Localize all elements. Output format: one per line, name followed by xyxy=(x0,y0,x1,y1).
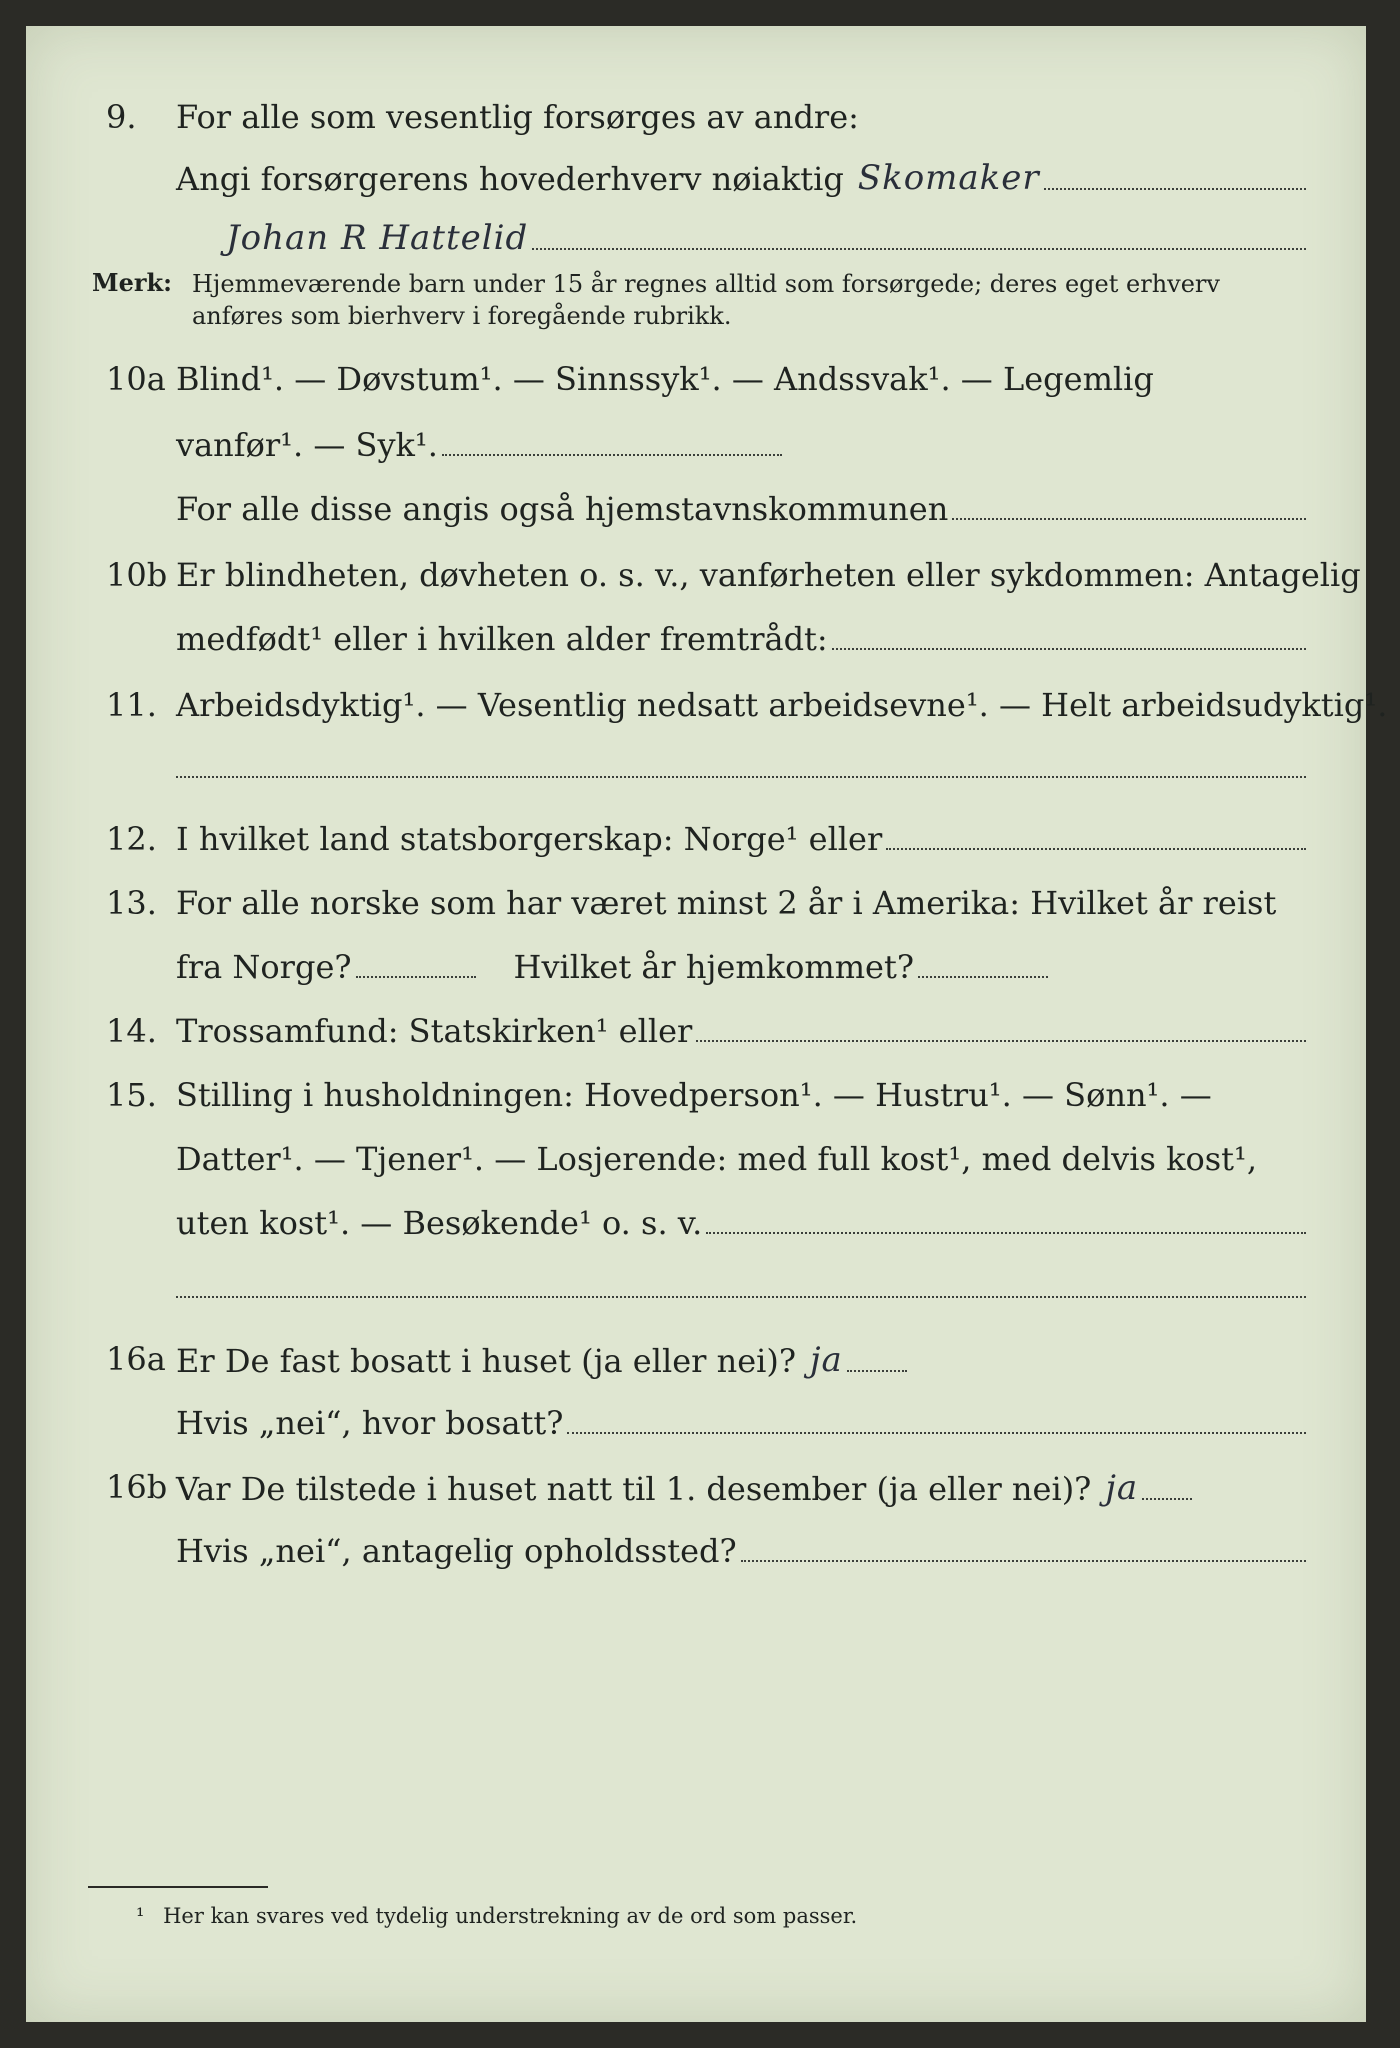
q16a-residence-line xyxy=(567,1432,1306,1434)
q16b-line1 xyxy=(26,1468,1366,1508)
q13-number: 13. xyxy=(106,884,157,922)
merk-label: Merk: xyxy=(92,268,172,297)
q16a-text-2: Hvis „nei“, hvor bosatt? xyxy=(176,1404,564,1442)
q16a-number: 16a xyxy=(106,1340,166,1378)
q15-line1 xyxy=(26,1076,1366,1116)
q16b-answer-line xyxy=(1142,1498,1192,1500)
merk-note xyxy=(26,268,1366,338)
q13-return-year-line xyxy=(918,976,1048,978)
q9-line3 xyxy=(26,218,1366,258)
q12-number: 12. xyxy=(106,820,157,858)
q10a-number: 10a xyxy=(106,360,166,398)
q11-answer-line xyxy=(176,776,1306,778)
q16b-answer[interactable]: ja xyxy=(1105,1468,1139,1508)
q9-answer-occupation[interactable]: Skomaker xyxy=(857,158,1040,198)
census-form-page xyxy=(26,26,1388,2022)
q16a-answer-line xyxy=(847,1370,907,1372)
q11-text: Arbeidsdyktig¹. — Vesentlig nedsatt arbeidsevne¹. — Helt arbeidsudyktig¹. xyxy=(176,686,1388,724)
q16a-line2 xyxy=(26,1404,1366,1444)
q9-answer-name[interactable]: Johan R Hattelid xyxy=(226,218,529,258)
q10a-line1 xyxy=(26,360,1366,400)
q10a-answer-line xyxy=(442,454,782,456)
q15-answer-line-2 xyxy=(176,1296,1306,1298)
q10b-line2 xyxy=(26,620,1366,660)
q14-answer-line xyxy=(696,1040,1306,1042)
q11-number: 11. xyxy=(106,686,157,724)
q15-text-3: uten kost¹. — Besøkende¹ o. s. v. xyxy=(176,1204,703,1242)
q10b-number: 10b xyxy=(106,556,168,594)
q9-line2 xyxy=(26,158,1366,198)
q16a-answer[interactable]: ja xyxy=(810,1340,843,1380)
q10a-text-2: vanfør¹. — Syk¹. xyxy=(176,426,438,464)
q9-answer-line xyxy=(1044,188,1306,190)
q15-answer-line xyxy=(706,1232,1306,1234)
footnote-mark: ¹ xyxy=(136,1904,145,1928)
footnote xyxy=(136,1904,857,1928)
q10b-line1 xyxy=(26,556,1366,596)
q13-departure-year-line xyxy=(356,976,476,978)
q10a-line2 xyxy=(26,426,1366,466)
q15-line3 xyxy=(26,1204,1366,1244)
q15-text: Stilling i husholdningen: Hovedperson¹. — Hustru¹. — Sønn¹. — xyxy=(176,1076,1212,1114)
q15-text-2: Datter¹. — Tjener¹. — Losjerende: med full kost¹, med delvis kost¹, xyxy=(176,1140,1258,1178)
q10b-text: Er blindheten, døvheten o. s. v., vanførheten eller sykdommen: Antagelig xyxy=(176,556,1361,594)
q11-line1 xyxy=(26,686,1388,726)
q9-number: 9. xyxy=(106,98,137,136)
footnote-rule xyxy=(88,1886,268,1888)
q9-provider-label: Angi forsørgerens hovederhverv nøiaktig xyxy=(176,160,844,198)
q14-text: Trossamfund: Statskirken¹ eller xyxy=(176,1012,693,1050)
q13-text: For alle norske som har været minst 2 år i Amerika: Hvilket år reist xyxy=(176,884,1277,922)
q10a-line3 xyxy=(26,490,1366,530)
q12-text: I hvilket land statsborgerskap: Norge¹ eller xyxy=(176,820,883,858)
q13-text-2b: Hvilket år hjemkommet? xyxy=(513,948,914,986)
q10b-text-2: medfødt¹ eller i hvilken alder fremtrådt: xyxy=(176,620,828,658)
q10a-text: Blind¹. — Døvstum¹. — Sinnssyk¹. — Andssvak¹. — Legemlig xyxy=(176,360,1154,398)
q13-line2 xyxy=(26,948,1366,988)
merk-text: Hjemmeværende barn under 15 år regnes alltid som forsørgede; deres eget erhverv anføres som bierhverv i foregående rubrikk. xyxy=(192,270,1220,330)
q12-answer-line xyxy=(886,848,1306,850)
q10a-home-municipality-line xyxy=(952,518,1306,520)
q16a-text: Er De fast bosatt i huset (ja eller nei)? xyxy=(176,1342,797,1380)
q10a-text-3: For alle disse angis også hjemstavnskommunen xyxy=(176,490,949,528)
q15-line2 xyxy=(26,1140,1366,1180)
q15-number: 15. xyxy=(106,1076,157,1114)
q16a-line1 xyxy=(26,1340,1366,1380)
q16b-line2 xyxy=(26,1532,1366,1572)
q16b-number: 16b xyxy=(106,1468,168,1506)
footnote-text: Her kan svares ved tydelig understrekning av de ord som passer. xyxy=(163,1904,858,1928)
q13-line1 xyxy=(26,884,1366,924)
q14-number: 14. xyxy=(106,1012,157,1050)
q9-line1 xyxy=(26,98,1366,138)
q9-text: For alle som vesentlig forsørges av andre: xyxy=(176,98,859,136)
q16b-whereabouts-line xyxy=(741,1560,1306,1562)
q9-answer-line-2 xyxy=(532,248,1306,250)
q10b-answer-line xyxy=(832,648,1306,650)
q16b-text-2: Hvis „nei“, antagelig opholdssted? xyxy=(176,1532,737,1570)
q14-line1 xyxy=(26,1012,1366,1052)
q16b-text: Var De tilstede i huset natt til 1. desember (ja eller nei)? xyxy=(176,1470,1092,1508)
q13-text-2a: fra Norge? xyxy=(176,948,352,986)
q12-line1 xyxy=(26,820,1366,860)
